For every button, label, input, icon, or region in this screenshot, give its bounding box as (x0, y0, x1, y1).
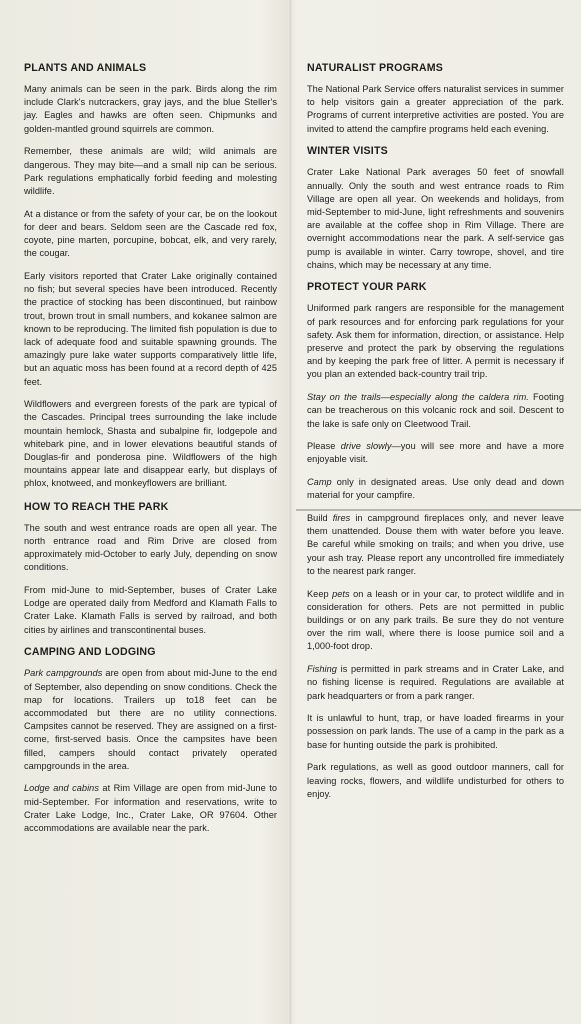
protect-paragraph (307, 391, 564, 431)
camping-heading: CAMPING AND LODGING (24, 646, 156, 659)
protect-paragraph (307, 588, 564, 654)
campgrounds-lead: Park campgrounds (24, 668, 103, 679)
protect-paragraph: Park regulations, as well as good outdoor manners, call for leaving rocks, flowers, and wildlife undisturbed for others to enjoy. (307, 762, 564, 799)
protect-paragraph (307, 476, 564, 502)
reach-paragraph: The south and west entrance roads are open all year. The north entrance road and Rim Drive are closed from approximately mid-October to early July, depending on snow conditions. (24, 522, 277, 573)
camping-paragraph (24, 667, 277, 773)
reach-section (24, 501, 277, 637)
naturalist-section (307, 62, 564, 136)
fishing-lead: Fishing (307, 664, 337, 675)
protect-paragraph: Uniformed park rangers are responsible for the management of park resources and for enforcing park regulations for your safety. Ask them for information, direction, or assistance. Help preserve and protect the park by observing the regulations and by keeping the park free of litter. A permit is necessary if you plan an extended back-country trail trip. (307, 303, 564, 380)
plants-paragraph: Remember, these animals are wild; wild animals are dangerous. They may bite—and a small nip can be serious. Park regulations emphatically forbid feeding and molesting wildlife. (24, 146, 277, 196)
winter-heading: WINTER VISITS (307, 145, 388, 158)
fires-prefix: Build (307, 513, 333, 524)
reach-heading: HOW TO REACH THE PARK (24, 500, 169, 513)
protect-paragraph (307, 663, 564, 703)
fires-text: in campground fireplaces only, and never leave them unattended. Douse them with water before you leave. Be careful while smoking on trails; and when you drive, use your ash tray. Please report any uncontrolled fire immediately to the nearest park ranger. (307, 513, 564, 576)
protect-paragraph: It is unlawful to hunt, trap, or have loaded firearms in your possession on park lands. The use of a camp in the park as a base for hunting outside the park is prohibited. (307, 713, 564, 750)
protect-paragraph (307, 512, 564, 578)
reach-paragraph: From mid-June to mid-September, buses of Crater Lake Lodge are operated daily from Medford and Klamath Falls to Crater Lake. Klamath Falls is served by railroad, and both cities by airlines and transcontinental buses. (24, 585, 277, 635)
fishing-text: is permitted in park streams and in Crater Lake, and no fishing license is required. Regulations are available at park headquarters or from a park ranger. (307, 664, 564, 701)
pets-text: on a leash or in your car, to protect wildlife and in consideration for others. Pets are not permitted in public buildings or on any park trails. Be sure they do not venture over the rim wall, where there is loose pumice soil and a 1,000-foot drop. (307, 588, 564, 652)
plants-paragraph: At a distance or from the safety of your car, be on the lookout for deer and bears. Seldom seen are the Cascade red fox, coyote, pine marten, porcupine, bobcat, elk, and very rarely, the cougar. (24, 208, 277, 259)
plants-paragraph: Wildflowers and evergreen forests of the park are typical of the Cascades. Principal trees surrounding the lake include mountain hemlock, Shasta and subalpine fir, lodgepole and whitebark pine, and in lower elevations beautiful stands of Douglas-fir and ponderosa pine. Wildflowers of the high mountains appear late and disappear early, but displays of phlox, knotweed, and monkeyflowers are brilliant. (24, 399, 277, 489)
lodge-text: at Rim Village are open from mid-June to mid-September. For information and reservations, write to Crater Lake Lodge, Inc., Crater Lake, OR 97604. Other accommodations are available near the park. (24, 783, 278, 834)
center-fold (289, 0, 292, 1024)
campgrounds-text: are open from about mid-June to the end of September, also depending on snow conditions. Check the map for locations. Trailers up to18 feet can be accommodated but there are no utility connections. Campsites cannot be reserved. They are assigned on a first-come, first-served basis. Once the campsites have been filled, campers should contact privately operated campgrounds in the area. (24, 668, 277, 771)
trails-lead: Stay on the trails—especially along the caldera rim. (307, 392, 529, 403)
plants-paragraph: Many animals can be seen in the park. Birds along the rim include Clark's nutcrackers, gray jays, and the blue Steller's jay. Eagles and hawks are often seen. Chipmunks and golden-mantled ground squirrels are common. (24, 84, 277, 134)
camping-paragraph (24, 782, 277, 835)
pets-prefix: Keep (307, 588, 333, 599)
fires-emphasis: fires (332, 513, 351, 524)
naturalist-paragraph: The National Park Service offers naturalist services in summer to help visitors gain a greater appreciation of the park. Programs of current interpretive activities are posted. You are invited to attend the campfire programs held each evening. (307, 84, 564, 134)
camp-text: only in designated areas. Use only dead and down material for your campfire. (307, 477, 564, 501)
plants-section (24, 62, 277, 491)
plants-paragraph: Early visitors reported that Crater Lake originally contained no fish; but several species have been introduced. Recently the practice of stocking has been discontinued, but rainbow trout, brown trout in small numbers, and kokanee salmon are known to be reproducing. The limited fish population is due to lack of adequate food and suitable spawning grounds. The amazingly pure lake water supports comparatively little life, but an aquatic moss has been found at a record depth of 425 feet. (24, 270, 277, 387)
right-column (307, 62, 564, 810)
trails-text: Footing can be treacherous on this volcanic rock and soil. Descent to the lake is safe only on Cleetwood Trail. (307, 392, 564, 429)
left-column (24, 62, 277, 845)
camp-lead: Camp (307, 477, 332, 488)
drive-prefix: Please (307, 441, 341, 452)
protect-section (307, 281, 564, 801)
winter-section (307, 145, 564, 272)
lodge-lead: Lodge and cabins (24, 783, 99, 794)
drive-emphasis: drive slowly (340, 441, 392, 452)
protect-heading: PROTECT YOUR PARK (307, 281, 427, 294)
naturalist-heading: NATURALIST PROGRAMS (307, 62, 444, 74)
winter-paragraph: Crater Lake National Park averages 50 feet of snowfall annually. Only the south and west entrance roads to Rim Village are open all year. On weekends and holidays, from mid-September to mid-June, light refreshments and souvenirs are available at the coffee shop in Rim Village. There are overnight accommodations near the park. A self-service gas pump is available in winter. Carry towrope, shovel, and tire chains, which may be necessary at any time. (307, 167, 564, 270)
plants-heading: PLANTS AND ANIMALS (24, 62, 147, 74)
drive-text: —you will see more and have a more enjoyable visit. (307, 441, 564, 465)
protect-paragraph (307, 440, 564, 466)
camping-section (24, 646, 277, 835)
pets-emphasis: pets (332, 588, 350, 599)
